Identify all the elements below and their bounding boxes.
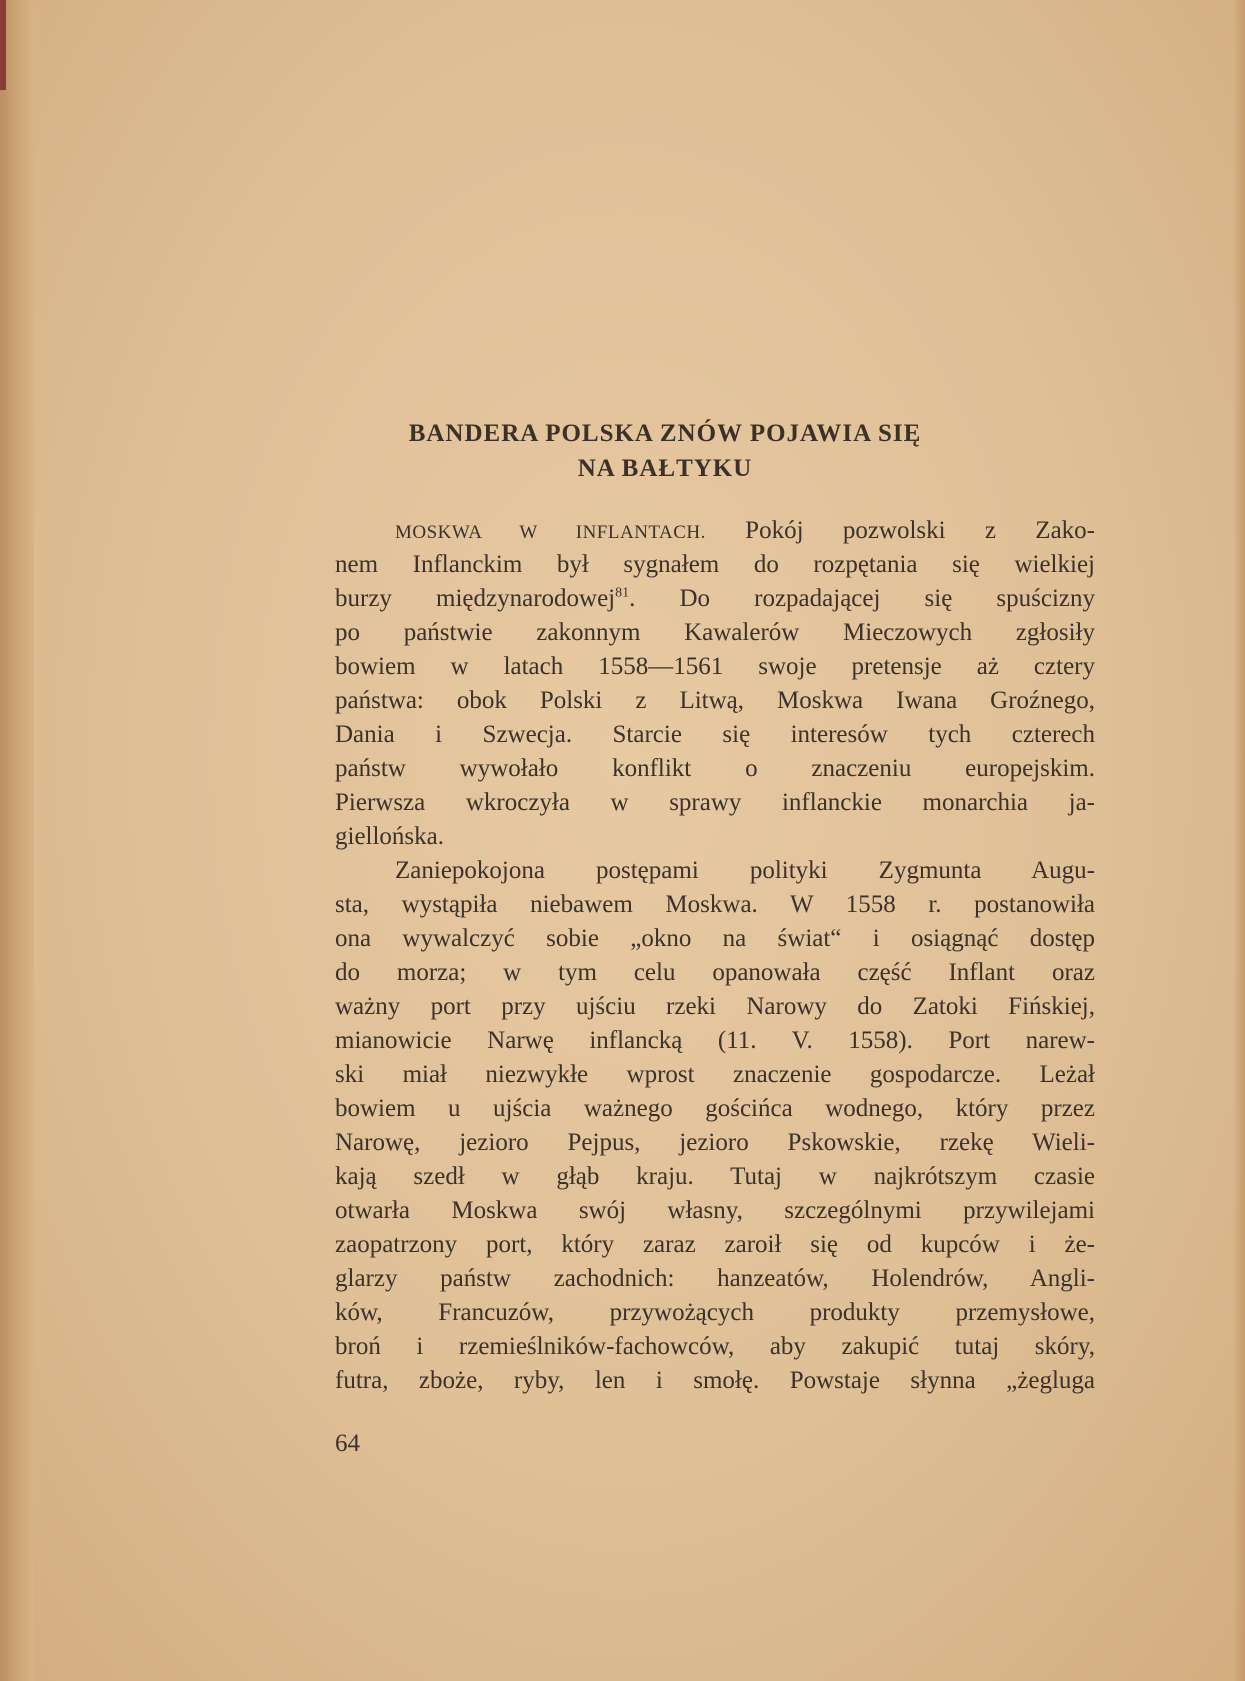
paragraph-line: państwa: obok Polski z Litwą, Moskwa Iwana Groźnego, — [335, 687, 1095, 714]
paragraph-line: sta, wystąpiła niebawem Moskwa. W 1558 r. postanowiła — [335, 891, 1095, 918]
page-number: 64 — [335, 1430, 360, 1457]
paragraph-line: ków, Francuzów, przywożących produkty przemysłowe, — [335, 1299, 1095, 1326]
paragraph-line: nem Inflanckim był sygnałem do rozpętania się wielkiej — [335, 551, 1095, 578]
chapter-title-line-1: BANDERA POLSKA ZNÓW POJAWIA SIĘ — [408, 420, 922, 447]
paragraph-line: broń i rzemieślników-fachowców, aby zakupić tutaj skóry, — [335, 1333, 1095, 1360]
paragraph-line: ważny port przy ujściu rzeki Narowy do Zatoki Fińskiej, — [335, 993, 1095, 1020]
paragraph-text: burzy międzynarodowej — [335, 585, 616, 612]
paragraph-line: do morza; w tym celu opanowała część Inflant oraz — [335, 959, 1095, 986]
paragraph-line: otwarła Moskwa swój własny, szczególnymi przywilejami — [335, 1197, 1095, 1224]
paragraph-line: bowiem w latach 1558—1561 swoje pretensje aż cztery — [335, 653, 1095, 680]
paragraph-line: Pierwsza wkroczyła w sprawy inflanckie monarchia ja- — [335, 789, 1095, 816]
paragraph-line: zaopatrzony port, który zaraz zaroił się od kupców i że- — [335, 1231, 1095, 1258]
book-spine-edge — [0, 0, 34, 1681]
paragraph-line: Narowę, jezioro Pejpus, jezioro Pskowskie, rzekę Wieli- — [335, 1129, 1095, 1156]
paragraph-text: . Do rozpadającej się spuścizny — [629, 585, 1095, 612]
paragraph-line: glarzy państw zachodnich: hanzeatów, Holendrów, Angli- — [335, 1265, 1095, 1292]
paragraph-line: ona wywalczyć sobie „okno na świat“ i osiągnąć dostęp — [335, 925, 1095, 952]
paragraph-line: Dania i Szwecja. Starcie się interesów tych czterech — [335, 721, 1095, 748]
paragraph-line: Zaniepokojona postępami polityki Zygmunta Augu- — [395, 857, 1095, 884]
paragraph-text: Pokój pozwolski z Zako- — [705, 517, 1095, 544]
paragraph-line: po państwie zakonnym Kawalerów Mieczowych zgłosiły — [335, 619, 1095, 646]
paragraph-line: państw wywołało konflikt o znaczeniu europejskim. — [335, 755, 1095, 782]
section-runin-heading: MOSKWA W INFLANTACH. — [395, 522, 706, 543]
chapter-title-line-2: NA BAŁTYKU — [577, 455, 753, 482]
page-right-edge — [1233, 0, 1245, 1681]
paragraph-line: ski miał niezwykłe wprost znaczenie gospodarcze. Leżał — [335, 1061, 1095, 1088]
paragraph-line: giellońska. — [335, 823, 445, 850]
paragraph-line: mianowicie Narwę inflancką (11. V. 1558). Port narew- — [335, 1027, 1095, 1054]
paragraph-line: futra, zboże, ryby, len i smołę. Powstaje słynna „żegluga — [335, 1367, 1095, 1394]
paragraph-line: kają szedł w głąb kraju. Tutaj w najkrótszym czasie — [335, 1163, 1095, 1190]
paragraph-line — [335, 515, 1095, 547]
footnote-marker: 81 — [615, 585, 630, 601]
paragraph-line: bowiem u ujścia ważnego gościńca wodnego, który przez — [335, 1095, 1095, 1122]
paragraph-line — [335, 583, 1095, 615]
